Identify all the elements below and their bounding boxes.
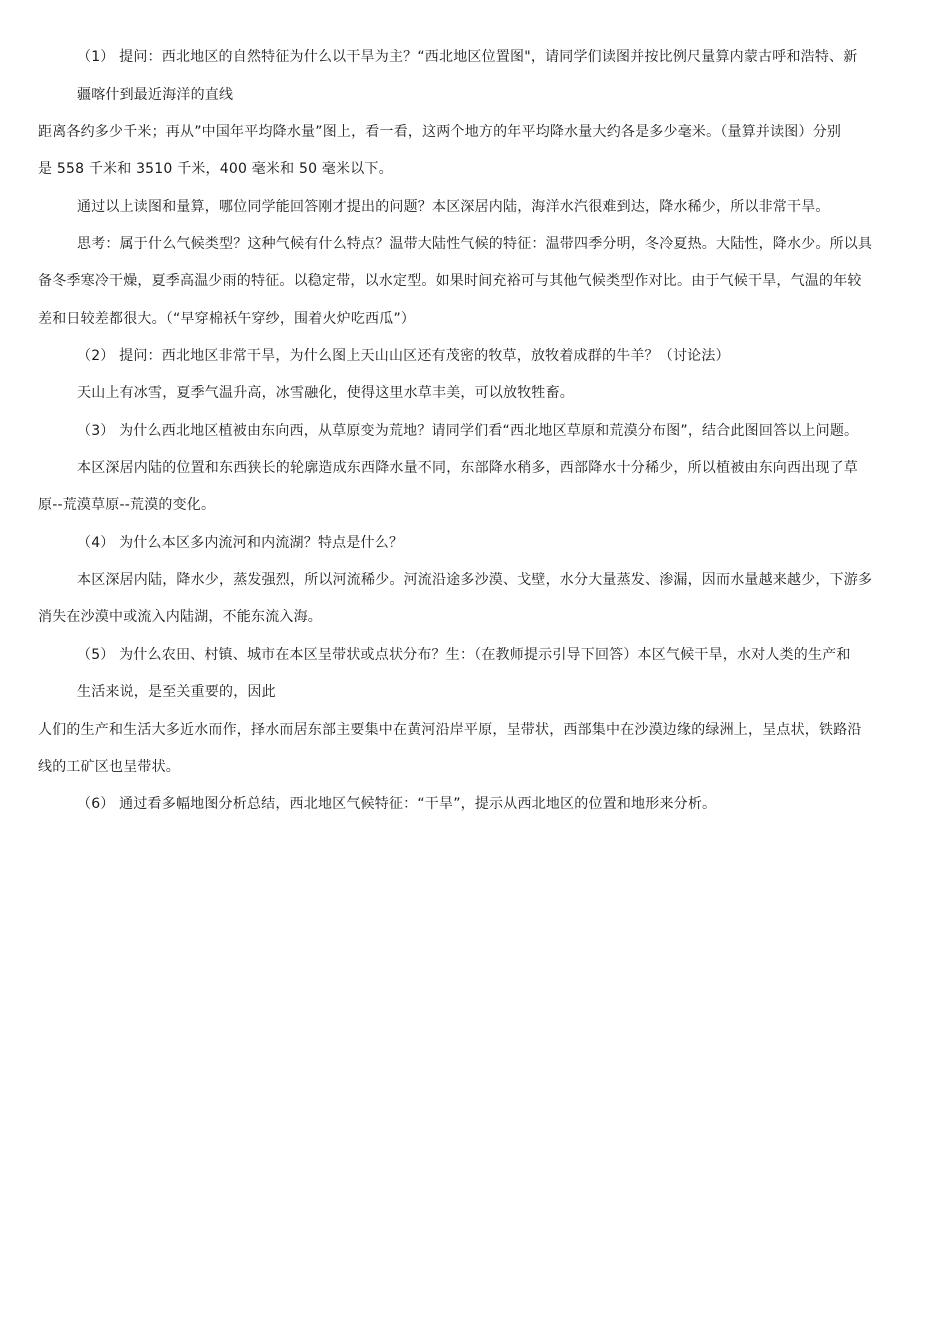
q2-answer-line: 天山上有冰雪，夏季气温升高，冰雪融化，使得这里水草丰美，可以放牧牲畜。 bbox=[77, 385, 574, 401]
q5-question-line-1: （5） 为什么农田、村镇、城市在本区呈带状或点状分布？生：（在教师提示引导下回答）本区气候干旱，水对人类的生产和 bbox=[77, 647, 851, 663]
q3-answer-line-2: 原--荒漠草原--荒漠的变化。 bbox=[38, 497, 216, 513]
q5-answer-line-1: 人们的生产和生活大多近水而作，择水而居东部主要集中在黄河沿岸平原，呈带状，西部集中在沙漠边缘的绿洲上，呈点状，铁路沿 bbox=[38, 722, 862, 738]
q6-summary-line: （6） 通过看多幅地图分析总结，西北地区气候特征：“干旱”，提示从西北地区的位置和地形来分析。 bbox=[77, 796, 717, 812]
q5-answer-line-2: 线的工矿区也呈带状。 bbox=[38, 759, 180, 775]
q1-question-line-3: 距离各约多少千米；再从”中国年平均降水量”图上，看一看，这两个地方的年平均降水量大约各是多少毫米。（量算并读图）分别 bbox=[38, 124, 842, 140]
thinking-line-1: 思考：属于什么气候类型？这种气候有什么特点？温带大陆性气候的特征：温带四季分明，冬冷夏热。大陆性，降水少。所以具 bbox=[77, 236, 873, 252]
q1-answer-line: 是 558 千米和 3510 千米，400 毫米和 50 毫米以下。 bbox=[38, 161, 393, 177]
q3-question-line: （3） 为什么西北地区植被由东向西，从草原变为荒地？请同学们看“西北地区草原和荒漠分布图”，结合此图回答以上问题。 bbox=[77, 423, 859, 439]
q1-question-line-1: （1） 提问：西北地区的自然特征为什么以干旱为主？“西北地区位置图"，请同学们读图并按比例尺量算内蒙古呼和浩特、新 bbox=[77, 49, 858, 65]
q1-conclusion-line: 通过以上读图和量算，哪位同学能回答刚才提出的问题？本区深居内陆，海洋水汽很难到达，降水稀少，所以非常干旱。 bbox=[77, 199, 830, 215]
q5-question-line-2: 生活来说，是至关重要的，因此 bbox=[77, 684, 276, 700]
q2-question-line: （2） 提问：西北地区非常干旱，为什么图上天山山区还有茂密的牧草，放牧着成群的牛羊？（讨论法） bbox=[77, 348, 730, 364]
q4-answer-line-2: 消失在沙漠中或流入内陆湖，不能东流入海。 bbox=[38, 609, 322, 625]
q1-question-line-2: 疆喀什到最近海洋的直线 bbox=[77, 87, 234, 103]
thinking-line-2: 备冬季寒冷干燥，夏季高温少雨的特征。以稳定带，以水定型。如果时间充裕可与其他气候类型作对比。由于气候干旱，气温的年较 bbox=[38, 273, 862, 289]
q3-answer-line-1: 本区深居内陆的位置和东西狭长的轮廓造成东西降水量不同，东部降水稍多，西部降水十分稀少，所以植被由东向西出现了草 bbox=[77, 460, 858, 476]
q4-answer-line-1: 本区深居内陆，降水少，蒸发强烈，所以河流稀少。河流沿途多沙漠、戈壁，水分大量蒸发、渗漏，因而水量越来越少，下游多 bbox=[77, 572, 873, 588]
q4-question-line: （4） 为什么本区多内流河和内流湖？特点是什么？ bbox=[77, 535, 404, 551]
thinking-line-3: 差和日较差都很大。（“早穿棉袄午穿纱，围着火炉吃西瓜”） bbox=[38, 311, 416, 327]
